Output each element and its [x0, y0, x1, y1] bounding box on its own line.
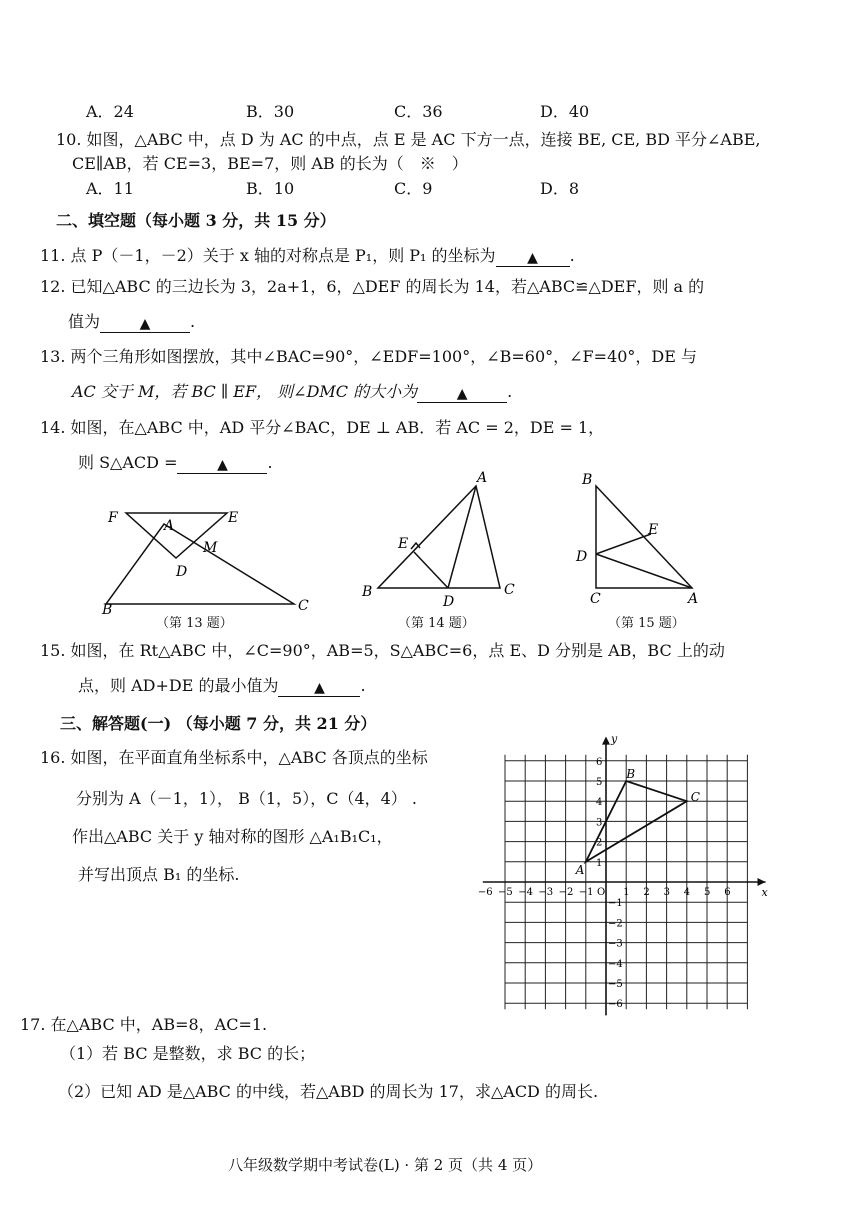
q16-line1: 16. 如图，在平面直角坐标系中，△ABC 各顶点的坐标 [40, 748, 428, 767]
q13-line2: AC 交于 M，若 BC ∥ EF， 则∠DMC 的大小为 ▲ . [72, 382, 513, 402]
label-f14-A: A [477, 470, 488, 486]
label-f15-E: E [648, 522, 659, 538]
y-tick-label: 1 [596, 857, 603, 869]
x-tick-label: 2 [643, 887, 650, 898]
label-f13-B: B [102, 602, 113, 618]
answer-blank-mark: ▲ [314, 680, 325, 696]
x-tick-label: 3 [663, 887, 670, 898]
q12-line2: 值为 ▲ . [68, 312, 196, 332]
section2-heading: 二、填空题（每小题 3 分，共 15 分） [56, 211, 336, 230]
q14-line2: 则 S△ACD = ▲ . [78, 453, 273, 473]
y-tick-label: −2 [608, 918, 623, 930]
q10-option-a: A．11 [86, 179, 134, 198]
y-tick-label: 2 [596, 837, 603, 849]
q14-line1: 14. 如图，在△ABC 中，AD 平分∠BAC，DE ⊥ AB．若 AC = 2，DE = 1， [40, 418, 605, 437]
x-tick-label: −5 [498, 887, 513, 898]
label-f13-E: E [228, 510, 239, 526]
point-label-c: C [690, 790, 700, 805]
y-axis-label: y [611, 732, 618, 746]
q10-option-c: C．9 [394, 179, 433, 198]
section3-heading: 三、解答题(一) （每小题 7 分，共 21 分） [60, 714, 377, 733]
label-f14-D: D [443, 594, 455, 610]
label-f14-C: C [504, 582, 515, 598]
q9-option-d: D．40 [540, 102, 590, 121]
x-tick-label: 4 [683, 887, 691, 898]
x-tick-label: −6 [477, 887, 493, 898]
label-f15-D: D [576, 549, 588, 565]
q9-option-c: C．36 [394, 102, 443, 121]
q10-line1: 10. 如图，△ABC 中，点 D 为 AC 的中点，点 E 是 AC 下方一点，连接 BE, CE, BD 平分∠ABE, [56, 130, 761, 149]
y-tick-label: −3 [608, 938, 623, 950]
x-axis-label: x [761, 886, 768, 899]
q9-option-b: B．30 [246, 102, 295, 121]
y-tick-label: −4 [608, 958, 623, 970]
label-f15-B: B [582, 472, 593, 488]
label-f13-M: M [203, 540, 218, 556]
answer-blank-mark: ▲ [527, 250, 538, 266]
label-f14-E: E [398, 536, 409, 552]
answer-blank-mark: ▲ [139, 316, 151, 332]
y-tick-label: −6 [608, 999, 623, 1011]
q10-line2: CE∥AB，若 CE=3，BE=7，则 AB 的长为（ ※ ） [72, 154, 468, 173]
q10-option-b: B．10 [246, 179, 295, 198]
label-f14-B: B [362, 584, 373, 600]
q12-line1: 12. 已知△ABC 的三边长为 3，2a+1，6，△DEF 的周长为 14，若△ABC≌△DEF，则 a 的 [40, 277, 705, 296]
x-tick-label: 1 [623, 887, 630, 898]
figure-15 [596, 486, 692, 588]
x-tick-label: 6 [724, 887, 731, 898]
point-label-b: B [626, 767, 636, 781]
answer-blank-mark: ▲ [217, 457, 228, 473]
q9-option-a: A．24 [86, 102, 134, 121]
point-label-a: A [575, 862, 585, 877]
q17-line1: 17. 在△ABC 中，AB=8，AC=1. [20, 1015, 268, 1034]
q16-line4: 并写出顶点 B₁ 的坐标. [78, 865, 240, 884]
q15-line1: 15. 如图，在 Rt△ABC 中，∠C=90°，AB=5，S△ABC=6，点 E、D 分别是 AB，BC 上的动 [40, 641, 725, 660]
q16-line3: 作出△ABC 关于 y 轴对称的图形 △A₁B₁C₁， [72, 827, 393, 846]
q16-line2: 分别为 A（－1，1）， B（1，5），C（4，4） . [76, 789, 417, 808]
q13-line1: 13. 两个三角形如图摆放，其中∠BAC=90°，∠EDF=100°，∠B=60°，∠F=40°，DE 与 [40, 347, 698, 366]
x-tick-label: 5 [704, 887, 711, 898]
caption-figure-15: （第 15 题） [608, 616, 685, 631]
q17-part1: （1）若 BC 是整数，求 BC 的长； [60, 1044, 316, 1063]
q10-option-d: D．8 [540, 179, 580, 198]
figure-13 [106, 513, 294, 604]
page-footer: 八年级数学期中考试卷(L) · 第 2 页（共 4 页） [228, 1156, 543, 1174]
label-f15-C: C [590, 591, 601, 607]
figure-14 [378, 486, 500, 588]
y-tick-label: 6 [596, 756, 603, 768]
label-f15-A: A [688, 591, 699, 607]
x-tick-label: −4 [518, 887, 533, 898]
y-tick-label: 5 [596, 777, 603, 788]
y-tick-label: 4 [596, 797, 603, 809]
label-f13-A: A [164, 518, 175, 534]
y-tick-label: 3 [596, 817, 603, 829]
q17-part2: （2）已知 AD 是△ABC 的中线，若△ABD 的周长为 17，求△ACD 的周长. [58, 1082, 599, 1101]
label-f13-F: F [108, 510, 118, 526]
label-f13-D: D [176, 564, 188, 580]
x-tick-label: −2 [558, 887, 574, 898]
x-tick-label: O [597, 887, 606, 898]
geometry-figures [96, 466, 736, 616]
caption-figure-14: （第 14 题） [398, 616, 475, 631]
y-tick-label: −5 [608, 979, 623, 990]
y-tick-label: −1 [608, 898, 623, 910]
coordinate-grid [477, 732, 774, 1012]
q15-line2: 点，则 AD+DE 的最小值为 ▲ . [78, 676, 366, 696]
q11-text: 11. 点 P（－1，－2）关于 x 轴的对称点是 P₁，则 P₁ 的坐标为 ▲ . [40, 246, 575, 266]
x-tick-label: −3 [538, 887, 554, 898]
x-axis-arrow [758, 878, 766, 886]
y-axis-arrow [602, 737, 610, 745]
label-f13-C: C [298, 598, 309, 614]
answer-blank-mark: ▲ [456, 386, 468, 402]
caption-figure-13: （第 13 题） [156, 616, 233, 631]
x-tick-label: −1 [578, 887, 594, 898]
